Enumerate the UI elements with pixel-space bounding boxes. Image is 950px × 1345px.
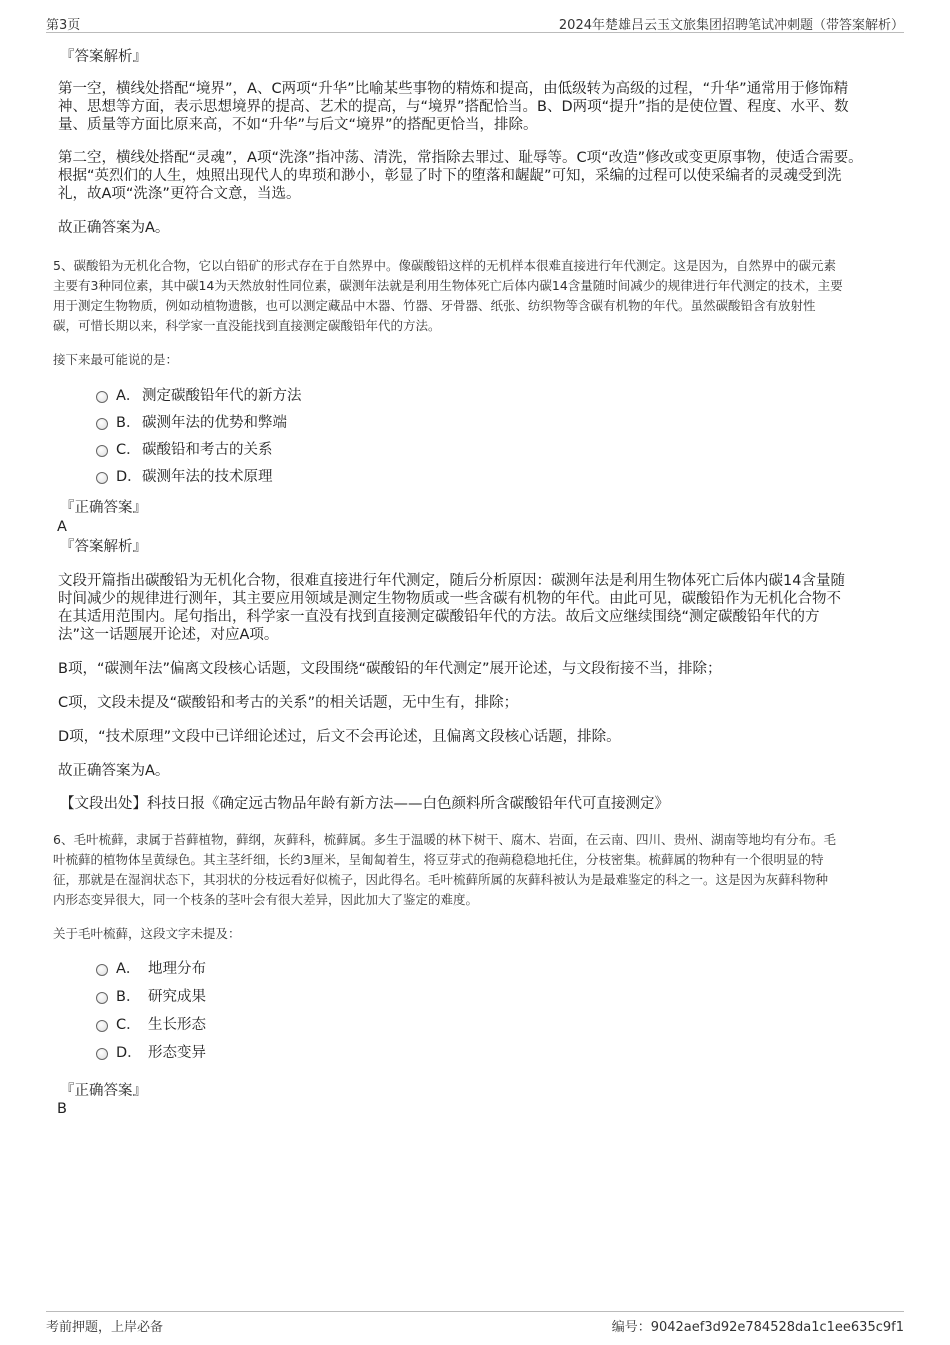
question-stem: 用于测定生物物质，例如动植物遗骸，也可以测定藏品中木器、竹器、牙骨器、纸张、纺织物等含碳有机物的年代。虽然碳酸铅含有放射性 [53, 298, 816, 313]
analysis-text: C项，文段未提及“碳酸铅和考古的关系”的相关话题，无中生有，排除； [58, 695, 519, 711]
document-id: 编号：9042aef3d92e784528da1c1ee635c9f1 [611, 1320, 904, 1335]
radio-icon[interactable] [96, 964, 108, 976]
option-a[interactable]: A． 地理分布 [96, 960, 206, 978]
conclusion-text: 故正确答案为A。 [58, 220, 170, 236]
analysis-text: 时间减少的规律进行测年，其主要应用领域是测定生物物质或一些含碳有机物的年代。由此可见，碳酸铅作为无机化合物不 [58, 591, 841, 607]
answer-value: B [57, 1101, 67, 1117]
analysis-text: 法”这一话题展开论述，对应A项。 [58, 627, 279, 643]
source-text: 【文段出处】科技日报《确定远古物品年龄有新方法——白色颜料所含碳酸铅年代可直接测定》 [60, 796, 669, 812]
page-header [46, 12, 904, 33]
radio-icon[interactable] [96, 992, 108, 1004]
analysis-label: 『答案解析』 [60, 539, 147, 555]
radio-icon[interactable] [96, 1048, 108, 1060]
analysis-text: 根据“英烈们的人生，烛照出现代人的卑琐和渺小，彰显了时下的堕落和龌龊”可知，采编的过程可以使采编者的灵魂受到洗 [58, 168, 842, 184]
option-c[interactable]: C．碳酸铅和考古的关系 [96, 441, 273, 459]
question-stem: 征，那就是在湿润状态下，其羽状的分枝远看好似梳子，因此得名。毛叶梳藓所属的灰藓科被认为是最难鉴定的科之一。这是因为灰藓科物种 [53, 872, 829, 887]
radio-icon[interactable] [96, 418, 108, 430]
option-b[interactable]: B． 研究成果 [96, 988, 206, 1006]
answer-label: 『正确答案』 [60, 1083, 147, 1099]
option-c[interactable]: C． 生长形态 [96, 1016, 206, 1034]
analysis-text: 文段开篇指出碳酸铅为无机化合物，很难直接进行年代测定，随后分析原因：碳测年法是利用生物体死亡后体内碳14含量随 [58, 573, 845, 589]
question-prompt: 接下来最可能说的是： [53, 352, 179, 367]
radio-icon[interactable] [96, 445, 108, 457]
option-d[interactable]: D． 形态变异 [96, 1044, 206, 1062]
question-stem: 内形态变异很大，同一个枝条的茎叶会有很大差异，因此加大了鉴定的难度。 [53, 892, 479, 907]
analysis-label: 『答案解析』 [60, 49, 147, 65]
question-stem: 主要有3种同位素，其中碳14为天然放射性同位素，碳测年法就是利用生物体死亡后体内碳14含量随时间减少的规律进行年代测定的技术，主要 [53, 278, 843, 293]
analysis-text: 神、思想等方面，表示思想境界的提高、艺术的提高，与“境界”搭配恰当。B、D两项“提升”指的是使位置、程度、水平、数 [58, 99, 849, 115]
radio-icon[interactable] [96, 1020, 108, 1032]
conclusion-text: 故正确答案为A。 [58, 763, 170, 779]
analysis-text: 第一空，横线处搭配“境界”，A、C两项“升华”比喻某些事物的精炼和提高，由低级转为高级的过程，“升华”通常用于修饰精 [58, 81, 849, 97]
analysis-text: D项，“技术原理”文段中已详细论述过，后文不会再论述，且偏离文段核心话题，排除。 [58, 729, 621, 745]
answer-value: A [57, 519, 67, 535]
footer-slogan: 考前押题，上岸必备 [46, 1320, 164, 1335]
analysis-text: 第二空，横线处搭配“灵魂”，A项“洗涤”指冲荡、清洗，常指除去罪过、耻辱等。C项“改造”修改或变更原事物，使适合需要。 [58, 150, 863, 166]
option-a[interactable]: A． 测定碳酸铅年代的新方法 [96, 387, 302, 405]
analysis-text: 量、质量等方面比原来高，不如“升华”与后文“境界”的搭配更恰当，排除。 [58, 117, 538, 133]
analysis-text: B项，“碳测年法”偏离文段核心话题，文段围绕“碳酸铅的年代测定”展开论述，与文段衔接不当，排除； [58, 661, 722, 677]
analysis-text: 在其适用范围内。尾句指出，科学家一直没有找到直接测定碳酸铅年代的方法。故后文应继续围绕“测定碳酸铅年代的方 [58, 609, 820, 625]
option-b[interactable]: B． 碳测年法的优势和弊端 [96, 414, 287, 432]
question-stem: 5、碳酸铅为无机化合物，它以白铅矿的形式存在于自然界中。像碳酸铅这样的无机样本很难直接进行年代测定。这是因为，自然界中的碳元素 [53, 258, 836, 273]
question-prompt: 关于毛叶梳藓，这段文字未提及： [53, 926, 241, 941]
radio-icon[interactable] [96, 391, 108, 403]
question-stem: 叶梳藓的植物体呈黄绿色。其主茎纤细，长约3厘米，呈匍匐着生，将豆芽式的孢蒴稳稳地托住，分枝密集。梳藓属的物种有一个很明显的特 [53, 852, 824, 867]
option-d[interactable]: D．碳测年法的技术原理 [96, 468, 273, 486]
page-number: 第3页 [46, 18, 81, 33]
radio-icon[interactable] [96, 472, 108, 484]
document-title: 2024年楚雄吕云玉文旅集团招聘笔试冲刺题（带答案解析） [558, 18, 904, 33]
question-stem: 6、毛叶梳藓，隶属于苔藓植物，藓纲，灰藓科，梳藓属。多生于温暖的林下树干、腐木、岩面，在云南、四川、贵州、湖南等地均有分布。毛 [53, 832, 836, 847]
answer-label: 『正确答案』 [60, 500, 147, 516]
question-stem: 碳，可惜长期以来，科学家一直没能找到直接测定碳酸铅年代的方法。 [53, 318, 441, 333]
analysis-text: 礼，故A项“洗涤”更符合文意，当选。 [58, 186, 301, 202]
page-footer [46, 1311, 904, 1334]
